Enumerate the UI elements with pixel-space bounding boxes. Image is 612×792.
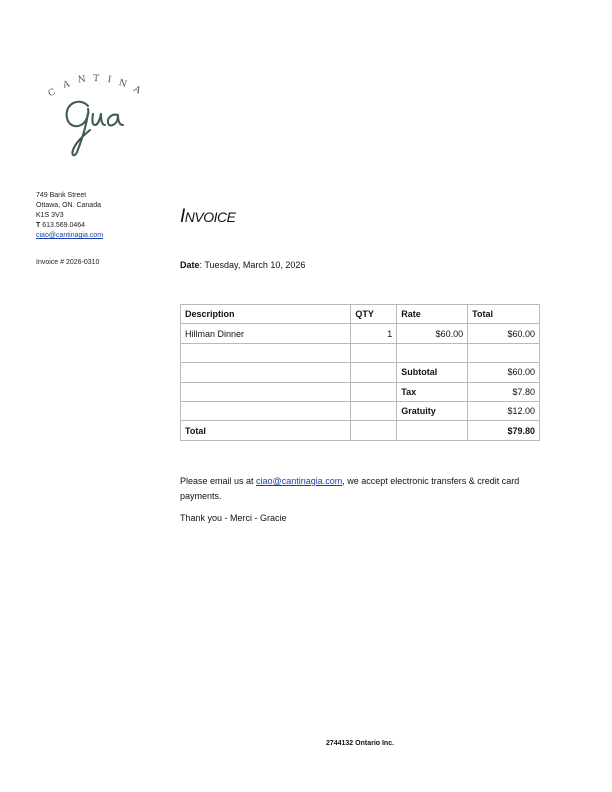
gratuity-label: Gratuity xyxy=(397,401,468,420)
invoice-number: Invoice # 2026-0310 xyxy=(36,259,100,266)
street-address: 749 Bank Street xyxy=(36,192,87,199)
svg-text:T: T xyxy=(92,73,100,85)
date-label: Date xyxy=(180,260,200,270)
item-rate: $60.00 xyxy=(397,324,468,343)
svg-text:N: N xyxy=(77,74,87,86)
business-address xyxy=(36,191,103,241)
total-value: $79.80 xyxy=(468,421,540,440)
payment-note-before: Please email us at xyxy=(180,476,257,486)
header-rate: Rate xyxy=(397,305,468,324)
empty-row xyxy=(181,343,540,362)
item-qty: 1 xyxy=(351,324,397,343)
thank-you-message: Thank you - Merci - Gracie xyxy=(180,513,287,523)
subtotal-row xyxy=(181,363,540,382)
svg-text:C: C xyxy=(46,87,58,100)
table-header-row xyxy=(181,305,540,324)
subtotal-value: $60.00 xyxy=(468,363,540,382)
date-value: : Tuesday, March 10, 2026 xyxy=(199,260,306,270)
invoice-table xyxy=(180,304,540,441)
city-address: Ottawa, ON. Canada xyxy=(36,202,101,209)
cantina-gia-logo xyxy=(40,70,150,162)
phone-label: T xyxy=(36,222,41,229)
svg-text:N: N xyxy=(117,78,128,91)
postal-code: K1S 3V3 xyxy=(36,212,64,219)
total-label: Total xyxy=(181,421,351,440)
payment-note xyxy=(180,474,540,503)
item-total: $60.00 xyxy=(468,324,540,343)
header-qty: QTY xyxy=(351,305,397,324)
phone-number: 613.569.0464 xyxy=(42,222,86,229)
svg-text:I: I xyxy=(106,74,112,86)
invoice-date xyxy=(180,260,305,270)
gratuity-row xyxy=(181,401,540,420)
subtotal-label: Subtotal xyxy=(397,363,468,382)
svg-text:A: A xyxy=(131,84,143,97)
title-first-letter: I xyxy=(180,206,185,227)
header-description: Description xyxy=(181,305,351,324)
page-title xyxy=(180,206,235,228)
title-rest: NVOICE xyxy=(184,209,236,225)
total-row xyxy=(181,421,540,440)
business-email-link[interactable]: ciao@cantinagia.com xyxy=(36,232,104,239)
gratuity-value: $12.00 xyxy=(468,401,540,420)
item-description: Hillman Dinner xyxy=(181,324,351,343)
payment-email-link[interactable]: ciao@cantinagia.com xyxy=(256,476,343,486)
payment-note-after: , we accept electronic transfers & credit card payments. xyxy=(180,476,520,501)
tax-row xyxy=(181,382,540,401)
company-footer: 2744132 Ontario Inc. xyxy=(325,740,395,747)
tax-value: $7.80 xyxy=(468,382,540,401)
svg-text:A: A xyxy=(61,79,71,91)
tax-label: Tax xyxy=(397,382,468,401)
phone-line xyxy=(36,221,103,231)
table-row xyxy=(181,324,540,343)
header-total: Total xyxy=(468,305,540,324)
